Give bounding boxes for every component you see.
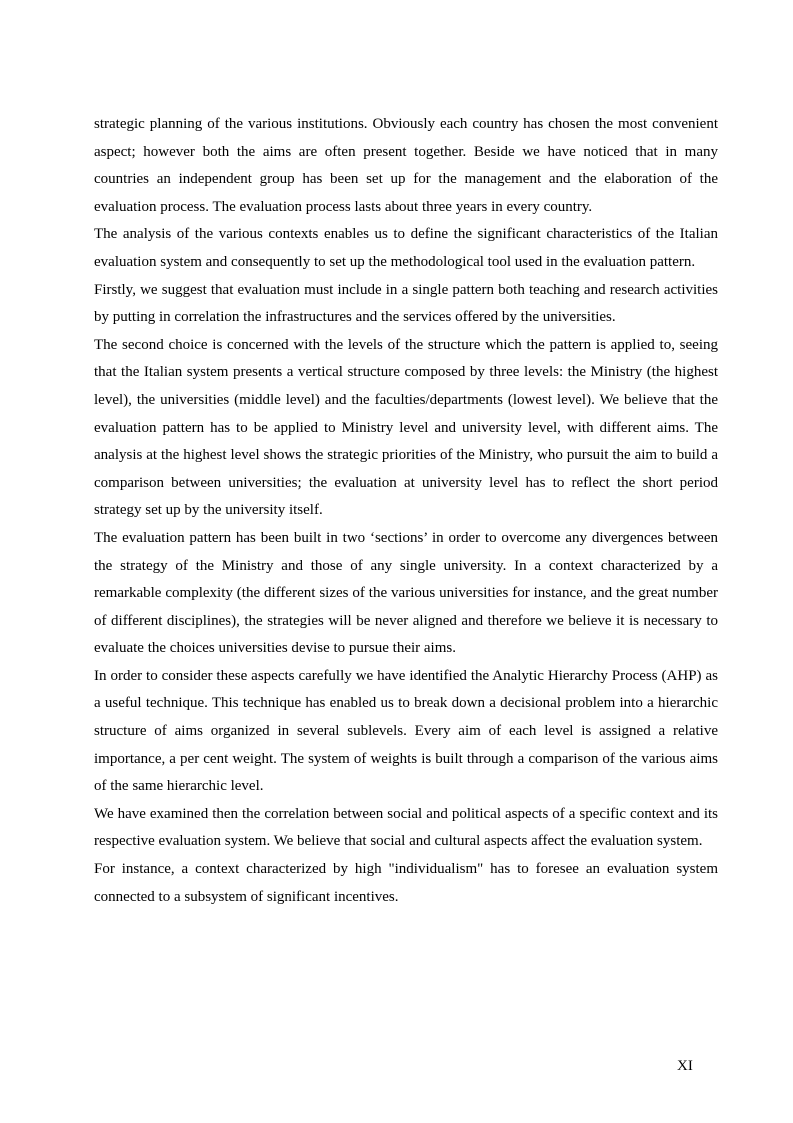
paragraph: In order to consider these aspects carefully we have identified the Analytic Hierarchy Process (AHP) as a useful technique. This technique has enabled us to break down a decisional problem into a hierarchic structure of aims organized in several sublevels. Every aim of each level is assigned a relative importance, a per cent weight. The system of weights is built through a comparison of the various aims of the same hierarchic level. — [94, 667, 718, 795]
paragraph: The second choice is concerned with the levels of the structure which the pattern is applied to, seeing that the Italian system presents a vertical structure composed by three levels: the Ministry (the highest level), the universities (middle level) and the faculties/departments (lowest level). We believe that the evaluation pattern has to be applied to Ministry level and university level, with different aims. The analysis at the highest level shows the strategic priorities of the Ministry, who pursuit the aim to build a comparison between universities; the evaluation at university level has to reflect the short period strategy set up by the university itself. — [94, 336, 718, 519]
paragraph: For instance, a context characterized by high "individualism" has to foresee an evaluation system connected to a subsystem of significant incentives. — [94, 861, 718, 905]
body-text — [94, 111, 718, 911]
paragraph: The analysis of the various contexts enables us to define the significant characteristics of the Italian evaluation system and consequently to set up the methodological tool used in the evaluation pattern. — [94, 226, 718, 270]
paragraph: Firstly, we suggest that evaluation must include in a single pattern both teaching and research activities by putting in correlation the infrastructures and the services offered by the universities. — [94, 281, 718, 326]
paragraph: strategic planning of the various institutions. Obviously each country has chosen the most convenient aspect; however both the aims are often present together. Beside we have noticed that in many countries an independent group has been set up for the management and the elaboration of the evaluation process. The evaluation process lasts about three years in every country. — [94, 116, 718, 215]
paragraph: We have examined then the correlation between social and political aspects of a specific context and its respective evaluation system. We believe that social and cultural aspects affect the evaluation system. — [94, 805, 718, 850]
page-number: XI — [677, 1058, 693, 1074]
paragraph: The evaluation pattern has been built in two ‘sections’ in order to overcome any divergences between the strategy of the Ministry and those of any single university. In a context characterized by a remarkable complexity (the different sizes of the various universities for instance, and the great number of different disciplines), the strategies will be never aligned and therefore we believe it is necessary to evaluate the choices universities devise to pursue their aims. — [94, 529, 718, 657]
